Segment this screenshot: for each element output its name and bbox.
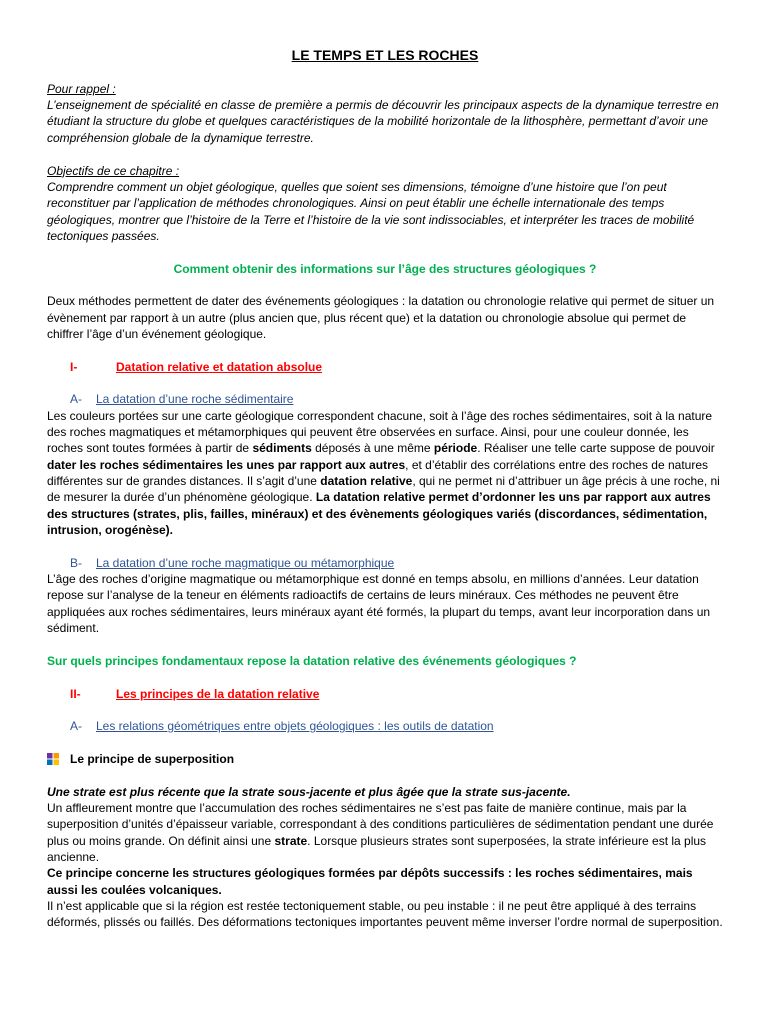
document-page: [47, 46, 723, 931]
part-2-title: Les principes de la datation relative: [116, 686, 320, 701]
text-run: Un affleurement montre que l’accumulation des roches sédimentaires ne s’est pas faite de manière continue, mais par la superposition d’unités d’épaisseur variable, correspondant à des conditions particulières de sédimentation pendant une durée plus ou moins grande. On définit ainsi une: [47, 800, 714, 848]
bold-term: période: [433, 441, 478, 456]
principle-conditions-paragraph: Il n’est applicable que si la région est restée tectoniquement stable, ou peu instable : il ne peut être appliqué à des terrains déformés, plissés ou faillés. Des déformations tectoniques importantes peuvent même inverser l’ordre normal de superposition.: [47, 898, 723, 930]
bold-term: sédiments: [252, 441, 312, 456]
principle-title: Le principe de superposition: [70, 751, 235, 766]
section-1a-title: La datation d’une roche sédimentaire: [96, 392, 294, 407]
section-1a-paragraph: [47, 408, 723, 539]
rappel-label: [47, 81, 723, 97]
text-run: . Lorsque plusieurs strates sont superposées, la strate inférieure est la plus ancienne.: [47, 833, 707, 864]
section-1b-paragraph: L’âge des roches d’origine magmatique ou métamorphique est donné en temps absolu, en millions d’années. Leur datation repose sur l’analyse de la teneur en éléments radioactifs de certains de leurs minéraux. Ces méthodes ne peuvent être appliquées aux roches sédimentaires, leurs minéraux ayant été formés, la plupart du temps, avant leur incorporation dans un sédiment.: [47, 572, 711, 636]
question-1: Comment obtenir des informations sur l’âge des structures géologiques ?: [173, 261, 597, 276]
principle-bullet: [47, 751, 723, 767]
text-run: , et d’établir des corrélations entre des roches de natures différentes sur de grandes distances. Il s’agit d’une: [47, 457, 708, 489]
intro-paragraph: Deux méthodes permettent de dater des événements géologiques : la datation ou chronologie relative qui permet de situer un évènement par rapport à un autre (plus ancien que, plus récent que) et la datation ou chronologie absolue qui permet de chiffrer l’âge d’un événement géologique.: [47, 294, 715, 341]
rappel-text: L’enseignement de spécialité en classe de première a permis de découvrir les principaux aspects de la dynamique terrestre en étudiant la structure du globe et quelques caractéristiques de la mobilité horizontale de la lithosphère, permettant d’avoir une compréhension globale de la dynamique terrestre.: [47, 98, 719, 145]
bold-term: datation relative: [320, 474, 413, 489]
section-1a-letter: A-: [70, 392, 82, 407]
section-2a-heading: [47, 718, 723, 734]
principle-bold-paragraph: Ce principe concerne les structures géologiques formées par dépôts successifs : les roches sédimentaires, mais aussi les coulées volcaniques.: [47, 866, 693, 897]
principle-statement: Une strate est plus récente que la strate sous-jacente et plus âgée que la strate sus-jacente.: [47, 784, 571, 799]
part-1-number: I-: [70, 359, 78, 374]
part-1-title: Datation relative et datation absolue: [116, 359, 323, 374]
text-run: déposés à une même: [311, 441, 434, 456]
bold-term: strate: [274, 833, 308, 848]
section-1b-heading: [47, 555, 723, 571]
section-2a-title: Les relations géométriques entre objets géologiques : les outils de datation: [96, 719, 494, 734]
bold-sentence: La datation relative permet d’ordonner les uns par rapport aux autres des structures (strates, plis, failles, minéraux) et des évènements géologiques variés (discordances, sédimentation, intrusion, orogénèse).: [47, 490, 711, 538]
section-1b-letter: B-: [70, 555, 82, 570]
text-run: . Réaliser une telle carte suppose de pouvoir: [477, 441, 715, 456]
part-2-number: II-: [70, 686, 81, 701]
text-run: Les couleurs portées sur une carte géologique correspondent chacune, soit à l’âge des roches sédimentaires, soit à la nature des roches magmatiques et métamorphiques qui peuvent être observées en surface. Ainsi, pour une couleur donnée, les roches sont toutes formées à partir de: [47, 408, 713, 456]
document-title: LE TEMPS ET LES ROCHES: [291, 47, 479, 63]
objectifs-label: [47, 163, 723, 179]
principle-paragraph: [47, 800, 723, 865]
section-2a-letter: A-: [70, 719, 82, 734]
section-1a-heading: [47, 391, 723, 407]
objectifs-label-text: Objectifs de ce chapitre :: [47, 163, 180, 178]
part-1-heading: [47, 359, 723, 375]
bold-term: dater les roches sédimentaires les unes par rapport aux autres: [47, 457, 406, 472]
question-2: Sur quels principes fondamentaux repose la datation relative des événements géologiques ?: [47, 653, 577, 668]
part-2-heading: [47, 686, 723, 702]
rappel-label-text: Pour rappel :: [47, 81, 116, 96]
objectifs-text: Comprendre comment un objet géologique, quelles que soient ses dimensions, témoigne d’une histoire que l’on peut reconstituer par l’application de méthodes chronologiques. Ainsi on peut établir une échelle internationale des temps géologiques, montrer que l’histoire de la Terre et l’histoire de la vie sont indissociables, et interpréter les traces de mobilité tectoniques passées.: [47, 179, 695, 243]
section-1b-title: La datation d’une roche magmatique ou métamorphique: [96, 555, 395, 570]
four-color-bullet-icon: [47, 753, 70, 765]
text-run: , qui ne permet ni d’attribuer un âge précis à une roche, ni de mesurer la durée d’un phénomène géologique.: [47, 474, 720, 505]
